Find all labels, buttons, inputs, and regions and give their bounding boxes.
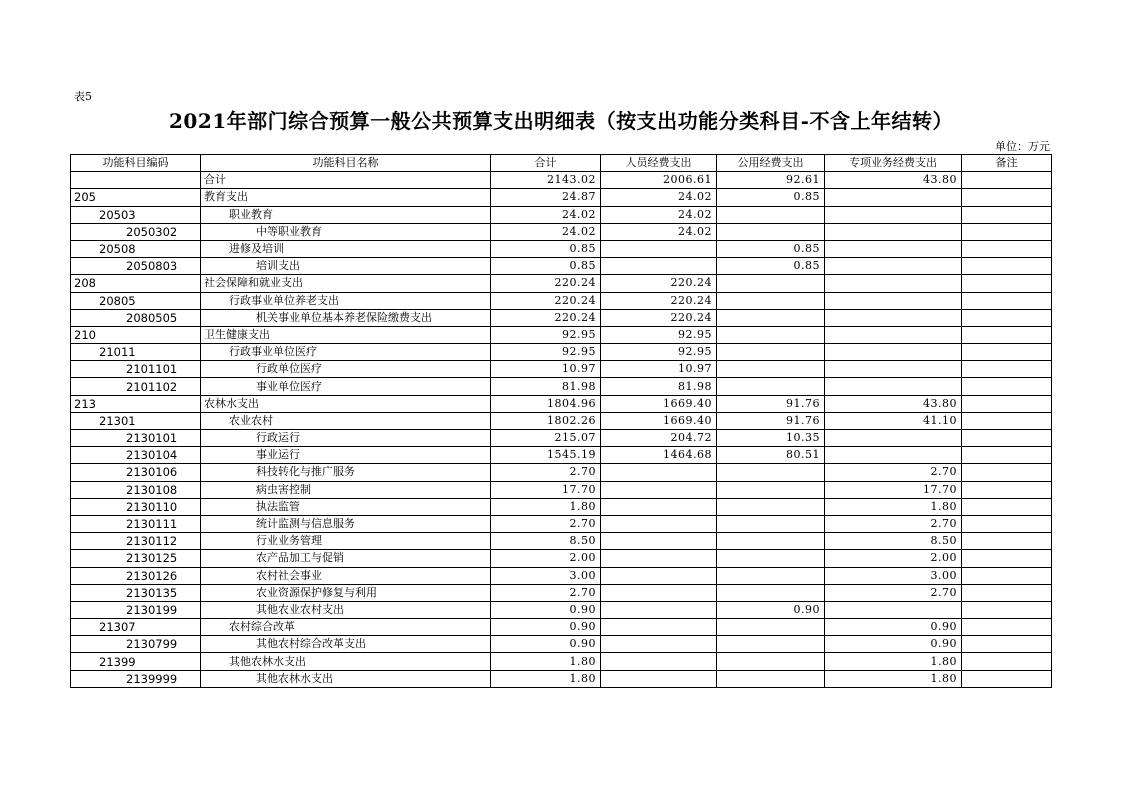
cell-name: 中等职业教育	[201, 223, 491, 240]
cell-public	[717, 326, 825, 343]
cell-code: 2050803	[71, 258, 201, 275]
cell-public	[717, 515, 825, 532]
cell-special	[825, 601, 962, 618]
table-row	[71, 601, 1052, 618]
cell-code: 21399	[71, 653, 201, 670]
cell-total: 1.80	[491, 498, 601, 515]
cell-special	[825, 275, 962, 292]
col-header-special: 专项业务经费支出	[825, 155, 962, 172]
cell-personnel: 220.24	[601, 275, 717, 292]
table-row	[71, 464, 1052, 481]
cell-name: 培训支出	[201, 258, 491, 275]
cell-public: 0.85	[717, 258, 825, 275]
table-row	[71, 172, 1052, 189]
cell-code: 21011	[71, 344, 201, 361]
cell-code: 21307	[71, 619, 201, 636]
cell-note	[962, 430, 1052, 447]
col-header-personnel: 人员经费支出	[601, 155, 717, 172]
cell-note	[962, 412, 1052, 429]
cell-personnel	[601, 619, 717, 636]
table-row	[71, 189, 1052, 206]
cell-special: 0.90	[825, 636, 962, 653]
cell-code: 2130112	[71, 533, 201, 550]
cell-public	[717, 653, 825, 670]
cell-code	[71, 172, 201, 189]
cell-name: 农业农村	[201, 412, 491, 429]
cell-public: 10.35	[717, 430, 825, 447]
cell-special: 43.80	[825, 395, 962, 412]
cell-special: 17.70	[825, 481, 962, 498]
cell-name: 进修及培训	[201, 240, 491, 257]
cell-note	[962, 240, 1052, 257]
cell-name: 其他农林水支出	[201, 653, 491, 670]
cell-personnel: 220.24	[601, 309, 717, 326]
table-row	[71, 206, 1052, 223]
table-row	[71, 498, 1052, 515]
cell-code: 2130199	[71, 601, 201, 618]
cell-code: 20508	[71, 240, 201, 257]
cell-note	[962, 378, 1052, 395]
cell-note	[962, 550, 1052, 567]
cell-note	[962, 326, 1052, 343]
cell-total: 2.00	[491, 550, 601, 567]
table-row	[71, 584, 1052, 601]
cell-total: 220.24	[491, 309, 601, 326]
cell-total: 10.97	[491, 361, 601, 378]
col-header-name: 功能科目名称	[201, 155, 491, 172]
cell-code: 2130110	[71, 498, 201, 515]
cell-public	[717, 344, 825, 361]
table-row	[71, 430, 1052, 447]
cell-note	[962, 601, 1052, 618]
cell-public	[717, 498, 825, 515]
table-row	[71, 412, 1052, 429]
table-row	[71, 636, 1052, 653]
cell-special	[825, 344, 962, 361]
cell-special	[825, 447, 962, 464]
cell-total: 0.85	[491, 240, 601, 257]
cell-personnel: 1464.68	[601, 447, 717, 464]
cell-personnel: 24.02	[601, 223, 717, 240]
table-row	[71, 395, 1052, 412]
table-row	[71, 275, 1052, 292]
cell-note	[962, 498, 1052, 515]
cell-special: 2.00	[825, 550, 962, 567]
cell-code: 2050302	[71, 223, 201, 240]
cell-total: 1545.19	[491, 447, 601, 464]
cell-personnel: 24.02	[601, 206, 717, 223]
cell-personnel: 24.02	[601, 189, 717, 206]
cell-name: 教育支出	[201, 189, 491, 206]
cell-special	[825, 292, 962, 309]
cell-total: 1802.26	[491, 412, 601, 429]
cell-note	[962, 275, 1052, 292]
cell-public	[717, 533, 825, 550]
cell-personnel: 92.95	[601, 344, 717, 361]
cell-total: 92.95	[491, 326, 601, 343]
cell-special	[825, 258, 962, 275]
cell-personnel	[601, 515, 717, 532]
cell-code: 210	[71, 326, 201, 343]
cell-personnel: 2006.61	[601, 172, 717, 189]
cell-personnel: 1669.40	[601, 395, 717, 412]
cell-public	[717, 550, 825, 567]
table-row	[71, 292, 1052, 309]
cell-total: 2143.02	[491, 172, 601, 189]
cell-code: 21301	[71, 412, 201, 429]
cell-special: 2.70	[825, 584, 962, 601]
cell-code: 2130111	[71, 515, 201, 532]
cell-total: 24.02	[491, 206, 601, 223]
cell-public	[717, 292, 825, 309]
cell-special	[825, 378, 962, 395]
cell-special	[825, 361, 962, 378]
table-row	[71, 258, 1052, 275]
table-row	[71, 550, 1052, 567]
cell-public: 0.85	[717, 240, 825, 257]
table-row	[71, 240, 1052, 257]
table-row	[71, 344, 1052, 361]
cell-note	[962, 309, 1052, 326]
table-row	[71, 653, 1052, 670]
cell-code: 2130108	[71, 481, 201, 498]
cell-special: 2.70	[825, 464, 962, 481]
cell-code: 2101101	[71, 361, 201, 378]
cell-note	[962, 395, 1052, 412]
col-header-code: 功能科目编码	[71, 155, 201, 172]
cell-total: 0.90	[491, 601, 601, 618]
cell-special	[825, 430, 962, 447]
cell-personnel	[601, 240, 717, 257]
cell-name: 其他农林水支出	[201, 670, 491, 687]
cell-special: 1.80	[825, 670, 962, 687]
cell-code: 213	[71, 395, 201, 412]
cell-note	[962, 189, 1052, 206]
cell-special	[825, 326, 962, 343]
cell-personnel	[601, 498, 717, 515]
cell-note	[962, 584, 1052, 601]
cell-note	[962, 636, 1052, 653]
cell-public	[717, 223, 825, 240]
table-row	[71, 326, 1052, 343]
cell-total: 2.70	[491, 584, 601, 601]
cell-special	[825, 206, 962, 223]
table-row	[71, 515, 1052, 532]
cell-name: 农产品加工与促销	[201, 550, 491, 567]
cell-total: 220.24	[491, 275, 601, 292]
cell-public: 0.85	[717, 189, 825, 206]
cell-public: 80.51	[717, 447, 825, 464]
cell-special: 0.90	[825, 619, 962, 636]
table-row	[71, 567, 1052, 584]
cell-name: 机关事业单位基本养老保险缴费支出	[201, 309, 491, 326]
cell-note	[962, 206, 1052, 223]
cell-name: 其他农村综合改革支出	[201, 636, 491, 653]
cell-public: 0.90	[717, 601, 825, 618]
cell-public	[717, 670, 825, 687]
cell-note	[962, 653, 1052, 670]
cell-name: 行政单位医疗	[201, 361, 491, 378]
cell-total: 24.02	[491, 223, 601, 240]
cell-public	[717, 309, 825, 326]
cell-note	[962, 464, 1052, 481]
cell-total: 2.70	[491, 515, 601, 532]
cell-special: 2.70	[825, 515, 962, 532]
cell-note	[962, 258, 1052, 275]
cell-name: 病虫害控制	[201, 481, 491, 498]
table-row	[71, 378, 1052, 395]
cell-public: 92.61	[717, 172, 825, 189]
cell-name: 农业资源保护修复与利用	[201, 584, 491, 601]
table-row	[71, 447, 1052, 464]
cell-public	[717, 619, 825, 636]
cell-name: 卫生健康支出	[201, 326, 491, 343]
cell-name: 其他农业农村支出	[201, 601, 491, 618]
cell-personnel: 81.98	[601, 378, 717, 395]
cell-code: 2130126	[71, 567, 201, 584]
cell-special: 1.80	[825, 653, 962, 670]
cell-total: 0.85	[491, 258, 601, 275]
cell-special: 41.10	[825, 412, 962, 429]
cell-name: 行政运行	[201, 430, 491, 447]
cell-total: 220.24	[491, 292, 601, 309]
cell-code: 20805	[71, 292, 201, 309]
cell-total: 1804.96	[491, 395, 601, 412]
cell-public	[717, 275, 825, 292]
cell-personnel: 92.95	[601, 326, 717, 343]
cell-name: 职业教育	[201, 206, 491, 223]
cell-personnel: 204.72	[601, 430, 717, 447]
table-body	[71, 172, 1052, 688]
cell-personnel	[601, 567, 717, 584]
cell-special	[825, 309, 962, 326]
cell-note	[962, 292, 1052, 309]
cell-code: 2130104	[71, 447, 201, 464]
cell-personnel: 10.97	[601, 361, 717, 378]
cell-note	[962, 344, 1052, 361]
cell-code: 208	[71, 275, 201, 292]
table-number: 表5	[74, 90, 92, 103]
cell-note	[962, 481, 1052, 498]
cell-name: 行政事业单位养老支出	[201, 292, 491, 309]
cell-public: 91.76	[717, 412, 825, 429]
cell-total: 2.70	[491, 464, 601, 481]
cell-name: 农村综合改革	[201, 619, 491, 636]
cell-note	[962, 619, 1052, 636]
table-row	[71, 533, 1052, 550]
table-row	[71, 670, 1052, 687]
cell-note	[962, 172, 1052, 189]
cell-public	[717, 378, 825, 395]
cell-note	[962, 567, 1052, 584]
cell-special: 3.00	[825, 567, 962, 584]
cell-total: 215.07	[491, 430, 601, 447]
col-header-public: 公用经费支出	[717, 155, 825, 172]
cell-code: 2130125	[71, 550, 201, 567]
cell-name: 农村社会事业	[201, 567, 491, 584]
cell-total: 3.00	[491, 567, 601, 584]
cell-public	[717, 481, 825, 498]
cell-personnel	[601, 636, 717, 653]
cell-total: 1.80	[491, 670, 601, 687]
cell-personnel	[601, 258, 717, 275]
cell-public	[717, 464, 825, 481]
table-row	[71, 361, 1052, 378]
cell-code: 2130135	[71, 584, 201, 601]
table-row	[71, 223, 1052, 240]
cell-code: 2101102	[71, 378, 201, 395]
cell-code: 2139999	[71, 670, 201, 687]
cell-name: 合计	[201, 172, 491, 189]
cell-code: 2130106	[71, 464, 201, 481]
cell-personnel	[601, 533, 717, 550]
cell-personnel	[601, 550, 717, 567]
cell-code: 20503	[71, 206, 201, 223]
cell-note	[962, 361, 1052, 378]
cell-total: 24.87	[491, 189, 601, 206]
cell-personnel: 1669.40	[601, 412, 717, 429]
page-title: 2021年部门综合预算一般公共预算支出明细表（按支出功能分类科目-不含上年结转）	[169, 109, 953, 133]
unit-label: 单位：万元	[995, 140, 1050, 153]
cell-total: 0.90	[491, 636, 601, 653]
table-row	[71, 619, 1052, 636]
cell-public	[717, 567, 825, 584]
col-header-note: 备注	[962, 155, 1052, 172]
cell-special: 1.80	[825, 498, 962, 515]
cell-public	[717, 584, 825, 601]
cell-code: 205	[71, 189, 201, 206]
cell-special: 8.50	[825, 533, 962, 550]
cell-note	[962, 670, 1052, 687]
cell-special	[825, 223, 962, 240]
cell-personnel	[601, 653, 717, 670]
cell-total: 17.70	[491, 481, 601, 498]
cell-personnel	[601, 464, 717, 481]
table-row	[71, 309, 1052, 326]
cell-name: 统计监测与信息服务	[201, 515, 491, 532]
cell-name: 事业单位医疗	[201, 378, 491, 395]
cell-note	[962, 447, 1052, 464]
cell-code: 2130101	[71, 430, 201, 447]
cell-name: 行业业务管理	[201, 533, 491, 550]
cell-name: 事业运行	[201, 447, 491, 464]
cell-note	[962, 533, 1052, 550]
cell-public: 91.76	[717, 395, 825, 412]
cell-total: 0.90	[491, 619, 601, 636]
cell-name: 执法监管	[201, 498, 491, 515]
cell-code: 2080505	[71, 309, 201, 326]
table-row	[71, 481, 1052, 498]
cell-name: 社会保障和就业支出	[201, 275, 491, 292]
cell-total: 81.98	[491, 378, 601, 395]
cell-total: 92.95	[491, 344, 601, 361]
cell-special	[825, 189, 962, 206]
cell-personnel	[601, 481, 717, 498]
cell-public	[717, 361, 825, 378]
cell-name: 农林水支出	[201, 395, 491, 412]
cell-personnel	[601, 601, 717, 618]
cell-note	[962, 515, 1052, 532]
cell-personnel	[601, 584, 717, 601]
budget-table	[70, 154, 1052, 688]
header-row	[71, 155, 1052, 172]
cell-code: 2130799	[71, 636, 201, 653]
cell-public	[717, 636, 825, 653]
cell-special: 43.80	[825, 172, 962, 189]
cell-special	[825, 240, 962, 257]
col-header-total: 合计	[491, 155, 601, 172]
cell-total: 1.80	[491, 653, 601, 670]
cell-name: 科技转化与推广服务	[201, 464, 491, 481]
cell-personnel: 220.24	[601, 292, 717, 309]
cell-total: 8.50	[491, 533, 601, 550]
cell-name: 行政事业单位医疗	[201, 344, 491, 361]
cell-public	[717, 206, 825, 223]
cell-note	[962, 223, 1052, 240]
cell-personnel	[601, 670, 717, 687]
